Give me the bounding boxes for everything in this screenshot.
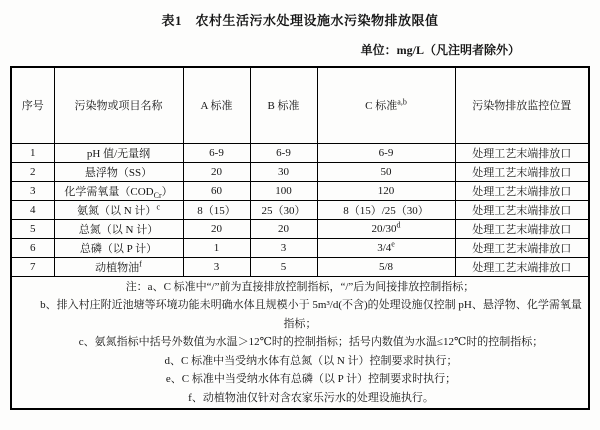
cell-b: 30 xyxy=(250,162,317,181)
cell-c xyxy=(317,200,455,219)
cell-a: 20 xyxy=(183,219,250,238)
notes-cell xyxy=(11,276,589,409)
cell-name xyxy=(54,200,183,219)
cell-name xyxy=(54,162,183,181)
c-value-sup: e xyxy=(391,238,395,248)
cell-location: 处理工艺末端排放口 xyxy=(455,162,589,181)
c-value: 6-9 xyxy=(378,146,394,159)
cell-location: 处理工艺末端排放口 xyxy=(455,257,589,276)
cell-a: 1 xyxy=(183,238,250,257)
cell-location: 处理工艺末端排放口 xyxy=(455,219,589,238)
cell-no: 7 xyxy=(11,257,54,276)
cell-b: 25（30） xyxy=(250,200,317,219)
cell-c xyxy=(317,238,455,257)
pollutant-name: 化学需氧量（COD xyxy=(64,185,154,198)
cell-no: 1 xyxy=(11,143,54,162)
cell-no: 5 xyxy=(11,219,54,238)
pollutant-name: 氨氮（以 N 计） xyxy=(76,204,157,217)
discharge-limits-table xyxy=(10,66,590,410)
cell-b: 6-9 xyxy=(250,143,317,162)
table-row xyxy=(11,200,589,219)
pollutant-name-sub: Cr xyxy=(153,190,162,200)
pollutant-name: 悬浮物（SS） xyxy=(84,166,153,179)
cell-no: 3 xyxy=(11,181,54,200)
table-row xyxy=(11,238,589,257)
cell-c xyxy=(317,219,455,238)
header-c-label: C 标准 xyxy=(365,100,398,113)
note-b: b、排入村庄附近池塘等环境功能未明确水体且规模小于 5m³/d(不含)的处理设施仅控制 pH、悬浮物、化学需氧量指标； xyxy=(40,299,582,330)
table-row xyxy=(11,162,589,181)
cell-location: 处理工艺末端排放口 xyxy=(455,238,589,257)
table-header-row xyxy=(11,67,589,143)
header-no: 序号 xyxy=(11,67,54,143)
table-row xyxy=(11,257,589,276)
cell-name xyxy=(54,257,183,276)
cell-a: 6-9 xyxy=(183,143,250,162)
note-f: f、动植物油仅针对含农家乐污水的处理设施执行。 xyxy=(188,391,434,404)
header-b: B 标准 xyxy=(250,67,317,143)
cell-a: 3 xyxy=(183,257,250,276)
cell-a: 8（15） xyxy=(183,200,250,219)
table-row xyxy=(11,181,589,200)
c-value: 5/8 xyxy=(378,260,394,273)
header-name: 污染物或项目名称 xyxy=(54,67,183,143)
c-value-sup: d xyxy=(396,219,401,229)
table-title: 表1 农村生活污水处理设施水污染物排放限值 xyxy=(161,13,439,28)
c-value: 3/4 xyxy=(377,241,392,254)
cell-c xyxy=(317,143,455,162)
unit-note: 单位：mg/L（凡注明者除外） xyxy=(360,43,520,57)
notes-row xyxy=(11,276,589,409)
header-location: 污染物排放监控位置 xyxy=(455,67,589,143)
cell-b: 3 xyxy=(250,238,317,257)
c-value: 50 xyxy=(380,165,392,178)
header-c xyxy=(317,67,455,143)
pollutant-name-sup: c xyxy=(156,201,160,211)
pollutant-name: 总磷（以 P 计） xyxy=(79,242,158,255)
note-d: d、C 标准中当受纳水体有总氮（以 N 计）控制要求时执行； xyxy=(164,354,458,367)
pollutant-name-sup: f xyxy=(139,258,142,268)
note-c: c、氨氮指标中括号外数值为水温＞12℃时的控制指标；括号内数值为水温≤12℃时的控制指标； xyxy=(78,336,544,348)
note-e: e、C 标准中当受纳水体有总磷（以 P 计）控制要求时执行； xyxy=(165,373,457,385)
cell-a: 20 xyxy=(183,162,250,181)
cell-location: 处理工艺末端排放口 xyxy=(455,181,589,200)
cell-name xyxy=(54,181,183,200)
cell-location: 处理工艺末端排放口 xyxy=(455,200,589,219)
cell-b: 100 xyxy=(250,181,317,200)
c-value: 20/30 xyxy=(371,222,397,235)
cell-b: 20 xyxy=(250,219,317,238)
pollutant-name: 总氮（以 N 计） xyxy=(78,223,159,236)
cell-no: 4 xyxy=(11,200,54,219)
note-a: 注：a、C 标准中“/”前为直接排放控制指标，“/”后为间接排放控制指标； xyxy=(125,280,475,293)
c-value: 8（15）/25（30） xyxy=(343,204,429,217)
header-c-superscript: a,b xyxy=(397,97,407,107)
cell-no: 2 xyxy=(11,162,54,181)
pollutant-name: pH 值/无量纲 xyxy=(86,147,151,160)
table-row xyxy=(11,143,589,162)
pollutant-name: 动植物油 xyxy=(95,261,140,274)
cell-name xyxy=(54,219,183,238)
table-row xyxy=(11,219,589,238)
cell-location: 处理工艺末端排放口 xyxy=(455,143,589,162)
cell-a: 60 xyxy=(183,181,250,200)
cell-c xyxy=(317,257,455,276)
cell-name xyxy=(54,238,183,257)
cell-no: 6 xyxy=(11,238,54,257)
cell-b: 5 xyxy=(250,257,317,276)
cell-c xyxy=(317,181,455,200)
cell-name xyxy=(54,143,183,162)
header-a: A 标准 xyxy=(183,67,250,143)
pollutant-name-post: ） xyxy=(161,185,173,198)
cell-c xyxy=(317,162,455,181)
c-value: 120 xyxy=(377,184,395,197)
